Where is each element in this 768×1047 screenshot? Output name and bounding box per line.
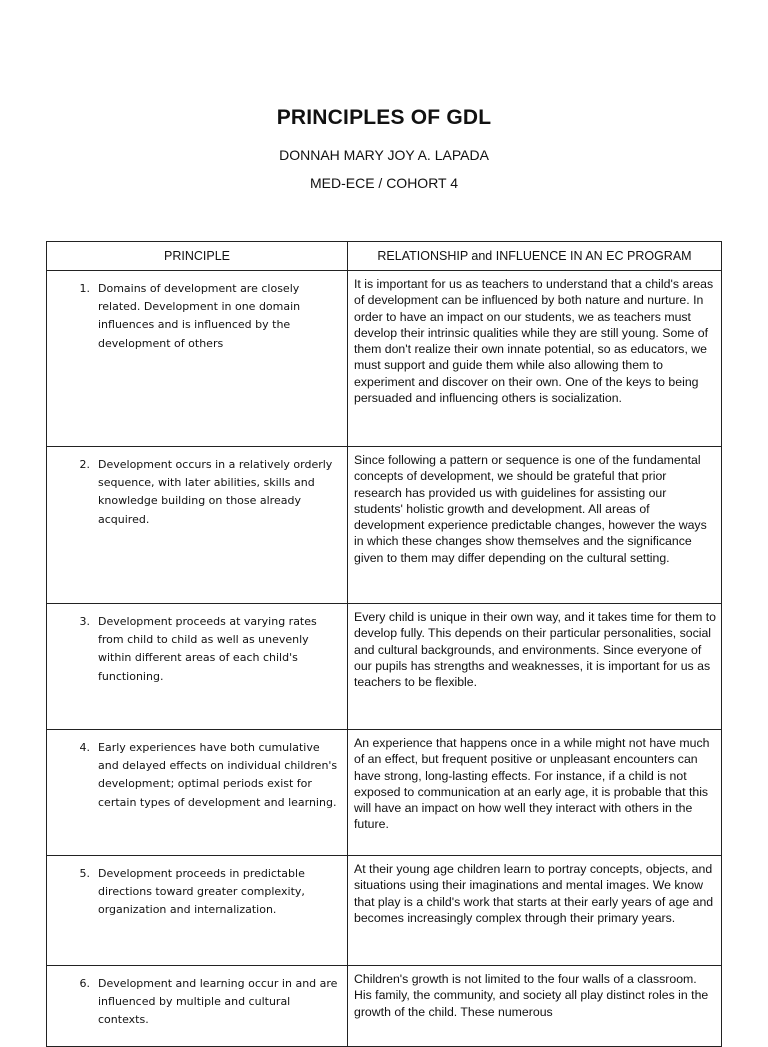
author-name: DONNAH MARY JOY A. LAPADA [279, 147, 489, 163]
principle-number: 2. [79, 458, 90, 471]
table-row [47, 856, 722, 966]
header-principle: PRINCIPLE [47, 242, 348, 271]
table-row [47, 271, 722, 447]
influence-cell [348, 730, 722, 856]
influence-text: At their young age children learn to portray concepts, objects, and situations using their imaginations and mental images. We know that play is a child's work that starts at their early years of age and becomes increasingly complex through their primary years. [354, 862, 714, 925]
program-cohort: MED-ECE / COHORT 4 [309, 175, 459, 191]
influence-cell [348, 856, 722, 966]
principle-text: Development occurs in a relatively orderly sequence, with later abilities, skills and knowledge building on those already acquired. [98, 458, 333, 526]
influence-text: It is important for us as teachers to understand that a child's areas of development can be influenced by both nature and nurture. In order to have an impact on our students, we as teachers must develop their intrinsic qualities while they are still young. Some of them don't realize their own innate potential, so as educators, we must support and guide them while also allowing them to experiment and discover on their own. One of the keys to being persuaded and influencing others is socialization. [354, 277, 714, 406]
principle-text: Early experiences have both cumulative and delayed effects on individual children's development; optimal periods exist for certain types of development and learning. [98, 741, 338, 809]
table-row [47, 966, 722, 1047]
influence-cell [348, 447, 722, 604]
principle-cell [47, 966, 348, 1047]
table-header-row [47, 242, 722, 271]
influence-cell [348, 271, 722, 447]
principle-number: 5. [79, 867, 90, 880]
principle-number: 3. [79, 615, 90, 628]
influence-text: An experience that happens once in a while might not have much of an effect, but frequent positive or unpleasant encounters can have strong, long-lasting effects. For instance, if a child is not exposed to communication at an early age, it is probable that this will have an impact on how well they interact with others in the future. [354, 736, 710, 832]
document-title: PRINCIPLES OF GDL [276, 106, 492, 129]
principles-table [46, 241, 722, 1047]
influence-text: Children's growth is not limited to the four walls of a classroom. His family, the community, and society all play distinct roles in the growth of the child. These numerous [354, 972, 709, 1019]
influence-cell [348, 966, 722, 1047]
influence-cell [348, 604, 722, 730]
principle-cell [47, 447, 348, 604]
influence-text: Since following a pattern or sequence is one of the fundamental concepts of development, we should be grateful that prior research has provided us with guidelines for assisting our students' holistic growth and development. All areas of development experience predictable changes, however the ways in which these changes show themselves and the significance given to them may differ depending on the cultural setting. [354, 453, 707, 565]
principle-number: 1. [79, 282, 90, 295]
table-row [47, 447, 722, 604]
principle-cell [47, 604, 348, 730]
influence-text: Every child is unique in their own way, and it takes time for them to develop fully. This depends on their particular personalities, social and cultural backgrounds, and environments. Since everyone of our pupils has strengths and weaknesses, it is important for us as teachers to be flexible. [354, 610, 717, 690]
principle-cell [47, 271, 348, 447]
principle-number: 6. [79, 977, 90, 990]
table-row [47, 604, 722, 730]
principle-text: Development and learning occur in and are influenced by multiple and cultural contexts. [98, 977, 338, 1027]
principle-number: 4. [79, 741, 90, 754]
principle-cell [47, 856, 348, 966]
header-relationship: RELATIONSHIP and INFLUENCE IN AN EC PROGRAM [348, 242, 722, 271]
table-row [47, 730, 722, 856]
principle-cell [47, 730, 348, 856]
principle-text: Development proceeds in predictable directions toward greater complexity, organization and internalization. [98, 867, 305, 917]
principle-text: Domains of development are closely related. Development in one domain influences and is influenced by the development of others [98, 282, 301, 350]
principle-text: Development proceeds at varying rates from child to child as well as unevenly within different areas of each child's functioning. [98, 615, 317, 683]
